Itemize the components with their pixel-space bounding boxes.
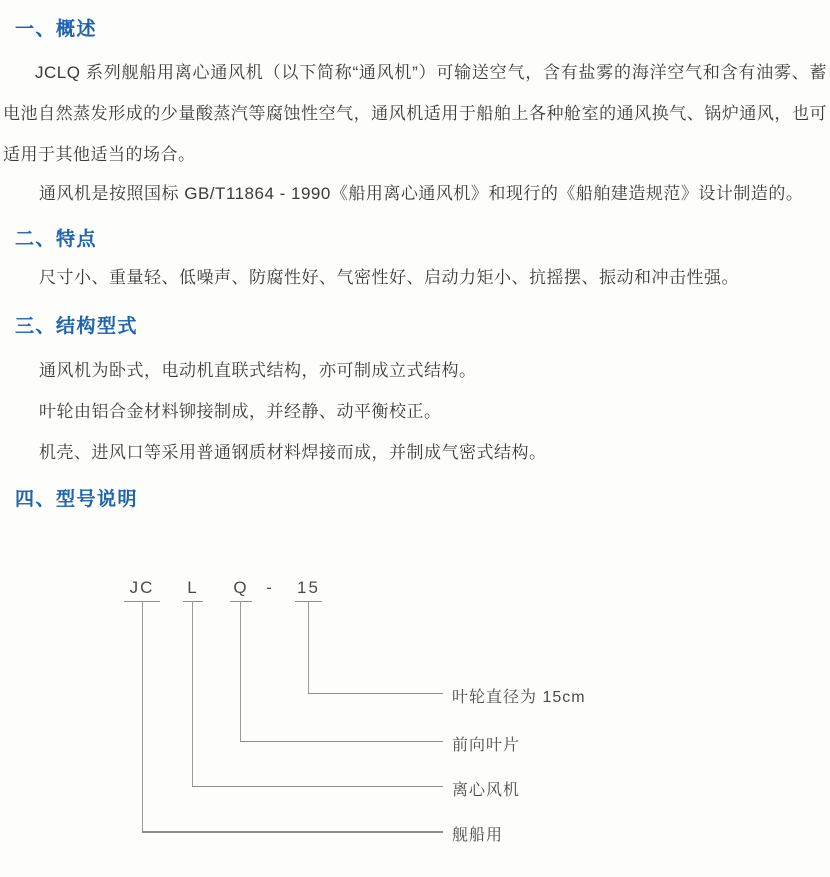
section-heading-model: 四、型号说明 [15,489,139,510]
model-code-jc: JC [124,578,160,602]
model-code-dash: - [266,578,274,597]
leader-vline-l [192,601,193,786]
structure-paragraph-1: 通风机为卧式，电动机直联式结构，亦可制成立式结构。 [39,361,477,380]
leader-hline-impeller-diameter [308,693,443,694]
diagram-label-impeller-diameter: 叶轮直径为 15cm [452,689,586,706]
diagram-label-naval-use: 舰船用 [452,827,504,844]
diagram-label-forward-blade: 前向叶片 [452,737,521,754]
model-code-size: 15 [295,578,322,602]
section-heading-structure: 三、结构型式 [15,316,139,337]
section-heading-features: 二、特点 [15,229,98,250]
diagram-label-centrifugal-fan: 离心风机 [452,782,521,799]
overview-paragraph-2: 通风机是按照国标 GB/T11864 - 1990《船用离心通风机》和现行的《船舶建造规范》设计制造的。 [39,184,804,203]
leader-vline-size [308,601,309,693]
section-heading-overview: 一、概述 [15,19,98,40]
model-code-l: L [183,578,203,602]
model-code-q: Q [230,578,252,602]
leader-hline-centrifugal-fan [192,786,443,787]
leader-vline-jc [142,601,143,831]
structure-paragraph-3: 机壳、进风口等采用普通钢质材料焊接而成，并制成气密式结构。 [39,443,547,462]
features-paragraph: 尺寸小、重量轻、低噪声、防腐性好、气密性好、启动力矩小、抗摇摆、振动和冲击性强。 [39,268,739,287]
leader-hline-naval-use [142,831,443,833]
overview-paragraph-1: JCLQ 系列舰船用离心通风机（以下简称“通风机”）可输送空气，含有盐雾的海洋空气和含有油雾、蓄电池自然蒸发形成的少量酸蒸汽等腐蚀性空气，通风机适用于船舶上各种舱室的通风换气、锅炉通风，也可适用于其他适当的场合。 [3,63,827,164]
leader-vline-q [240,601,241,741]
structure-paragraph-2: 叶轮由铝合金材料铆接制成，并经静、动平衡校正。 [39,402,442,421]
leader-hline-forward-blade [240,741,443,742]
